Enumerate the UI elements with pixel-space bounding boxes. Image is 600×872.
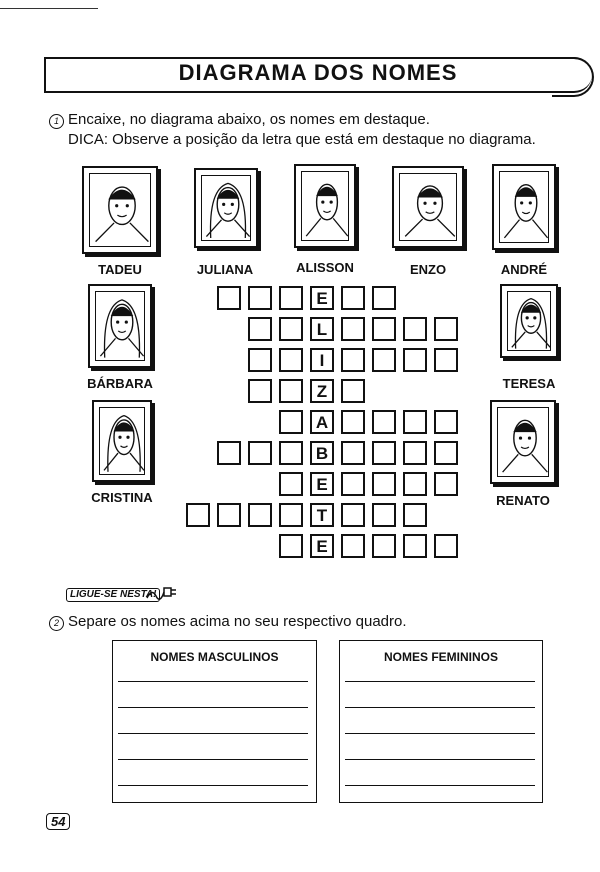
crossword-cell[interactable] xyxy=(372,441,396,465)
portrait-name: ANDRÉ xyxy=(500,262,548,277)
crossword-cell[interactable] xyxy=(279,286,303,310)
crossword-cell[interactable] xyxy=(217,286,241,310)
woman-portrait-icon xyxy=(99,407,149,479)
crossword-cell[interactable] xyxy=(434,472,458,496)
ligue-se-badge: LIGUE-SE NESTA! xyxy=(66,588,160,602)
crossword-cell[interactable] xyxy=(341,472,365,496)
crossword-cell[interactable] xyxy=(279,410,303,434)
crossword-cell[interactable] xyxy=(341,379,365,403)
crossword-cell[interactable] xyxy=(372,534,396,558)
crossword-cell[interactable] xyxy=(434,441,458,465)
crossword-key-letter: L xyxy=(310,317,334,341)
crossword-cell[interactable] xyxy=(186,503,210,527)
crossword-cell[interactable] xyxy=(279,348,303,372)
crossword-cell[interactable] xyxy=(403,503,427,527)
crossword-key-letter: E xyxy=(310,286,334,310)
crossword-cell[interactable] xyxy=(341,410,365,434)
boy-portrait-icon xyxy=(399,173,461,245)
crossword-cell[interactable] xyxy=(248,286,272,310)
exercise-2-instruction: Separe os nomes acima no seu respectivo quadro. xyxy=(68,613,407,630)
male-names-box xyxy=(112,640,317,803)
crossword-cell[interactable] xyxy=(372,317,396,341)
man-portrait-icon xyxy=(301,171,353,245)
writing-line[interactable] xyxy=(118,759,308,760)
crossword-cell[interactable] xyxy=(403,534,427,558)
crossword-cell[interactable] xyxy=(434,410,458,434)
crossword-cell[interactable] xyxy=(403,317,427,341)
female-names-box xyxy=(339,640,543,803)
crossword-cell[interactable] xyxy=(341,286,365,310)
crossword-cell[interactable] xyxy=(434,534,458,558)
crossword-cell[interactable] xyxy=(434,317,458,341)
crossword-key-letter: E xyxy=(310,534,334,558)
portrait-name: BÁRBARA xyxy=(87,376,153,391)
exercise-1-hint: DICA: Observe a posição da letra que está em destaque no diagrama. xyxy=(68,131,536,148)
crossword-cell[interactable] xyxy=(279,534,303,558)
crossword-cell[interactable] xyxy=(403,410,427,434)
page-title: DIAGRAMA DOS NOMES xyxy=(178,60,458,85)
portrait-andre xyxy=(492,164,556,250)
crossword-cell[interactable] xyxy=(248,348,272,372)
writing-line[interactable] xyxy=(118,785,308,786)
crossword-cell[interactable] xyxy=(403,472,427,496)
crossword-cell[interactable] xyxy=(341,317,365,341)
crossword-cell[interactable] xyxy=(341,534,365,558)
writing-line[interactable] xyxy=(345,733,535,734)
portrait-cristina xyxy=(92,400,152,482)
writing-line[interactable] xyxy=(118,681,308,682)
crossword-cell[interactable] xyxy=(248,503,272,527)
crossword-key-letter: T xyxy=(310,503,334,527)
portrait-barbara xyxy=(88,284,152,368)
crossword-cell[interactable] xyxy=(372,472,396,496)
exercise-1-number: 1 xyxy=(49,114,64,129)
portrait-name: TERESA xyxy=(502,376,556,391)
crossword-key-letter: I xyxy=(310,348,334,372)
portrait-name: CRISTINA xyxy=(91,490,153,505)
portrait-juliana xyxy=(194,168,258,248)
portrait-name: ALISSON xyxy=(296,260,354,275)
male-names-title: NOMES MASCULINOS xyxy=(150,650,279,664)
crossword-key-letter: B xyxy=(310,441,334,465)
boy-cap-portrait-icon xyxy=(499,171,553,247)
boy-portrait-icon xyxy=(497,407,553,481)
crossword-cell[interactable] xyxy=(248,441,272,465)
crossword-cell[interactable] xyxy=(372,503,396,527)
crossword-cell[interactable] xyxy=(279,379,303,403)
crossword-cell[interactable] xyxy=(279,472,303,496)
crossword-key-letter: A xyxy=(310,410,334,434)
exercise-2-number: 2 xyxy=(49,616,64,631)
writing-line[interactable] xyxy=(345,681,535,682)
writing-line[interactable] xyxy=(345,785,535,786)
crossword-cell[interactable] xyxy=(279,503,303,527)
page-number: 54 xyxy=(46,813,70,830)
portrait-alisson xyxy=(294,164,356,248)
portrait-enzo xyxy=(392,166,464,248)
portrait-renato xyxy=(490,400,556,484)
top-rule xyxy=(0,8,98,9)
girl-portrait-icon xyxy=(507,291,555,355)
crossword-cell[interactable] xyxy=(248,379,272,403)
crossword-cell[interactable] xyxy=(279,317,303,341)
crossword-key-letter: Z xyxy=(310,379,334,403)
crossword-cell[interactable] xyxy=(279,441,303,465)
portrait-name: TADEU xyxy=(98,262,142,277)
writing-line[interactable] xyxy=(118,733,308,734)
crossword-cell[interactable] xyxy=(341,441,365,465)
crossword-cell[interactable] xyxy=(217,441,241,465)
portrait-name: ENZO xyxy=(409,262,447,277)
portrait-name: RENATO xyxy=(496,493,550,508)
exercise-1-instruction: Encaixe, no diagrama abaixo, os nomes em destaque. xyxy=(68,111,430,128)
portrait-tadeu xyxy=(82,166,158,254)
girl-portrait-icon xyxy=(201,175,255,245)
crossword-cell[interactable] xyxy=(217,503,241,527)
writing-line[interactable] xyxy=(345,759,535,760)
plug-icon xyxy=(146,586,178,602)
man-portrait-icon xyxy=(89,173,155,251)
portrait-name: JULIANA xyxy=(196,262,254,277)
crossword-cell[interactable] xyxy=(341,503,365,527)
crossword-cell[interactable] xyxy=(403,348,427,372)
crossword-cell[interactable] xyxy=(372,348,396,372)
female-names-title: NOMES FEMININOS xyxy=(383,650,498,664)
crossword-cell[interactable] xyxy=(434,348,458,372)
writing-line[interactable] xyxy=(118,707,308,708)
writing-line[interactable] xyxy=(345,707,535,708)
crossword-cell[interactable] xyxy=(341,348,365,372)
portrait-teresa xyxy=(500,284,558,358)
crossword-cell[interactable] xyxy=(248,317,272,341)
crossword-cell[interactable] xyxy=(403,441,427,465)
crossword-cell[interactable] xyxy=(372,286,396,310)
woman-portrait-icon xyxy=(95,291,149,365)
crossword-key-letter: E xyxy=(310,472,334,496)
crossword-cell[interactable] xyxy=(372,410,396,434)
